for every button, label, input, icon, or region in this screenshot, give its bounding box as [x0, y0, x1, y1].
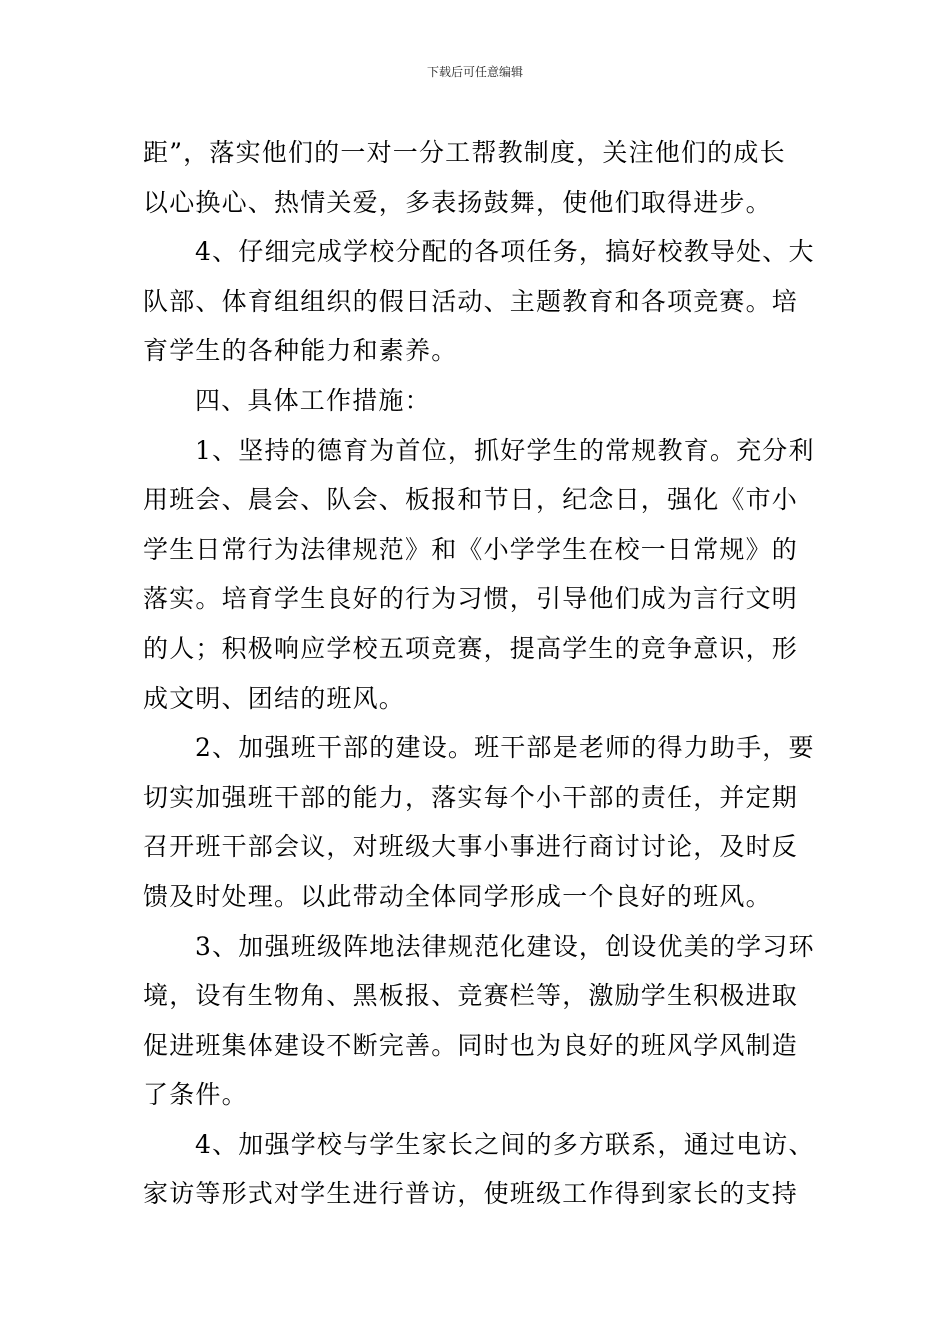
section-heading: 四、具体工作措施：	[195, 385, 431, 415]
text-line: 切实加强班干部的能力，落实每个小干部的责任，并定期	[143, 782, 799, 812]
text-line: 境，设有生物角、黑板报、竞赛栏等，激励学生积极进取	[143, 981, 799, 1011]
text-line: 用班会、晨会、队会、板报和节日，纪念日，强化《市小	[143, 485, 799, 515]
text-line: 以心换心、热情关爱，多表扬鼓舞，使他们取得进步。	[143, 187, 772, 217]
text-line: 3、加强班级阵地法律规范化建设，创设优美的学习环	[195, 931, 815, 961]
text-line: 促进班集体建设不断完善。同时也为良好的班风学风制造	[143, 1030, 799, 1060]
text-line: 队部、体育组组织的假日活动、主题教育和各项竞赛。培	[143, 286, 799, 316]
text-line: 育学生的各种能力和素养。	[143, 336, 458, 366]
text-line: 了条件。	[143, 1080, 248, 1110]
document-body	[143, 128, 813, 1219]
text-line: 1、坚持的德育为首位，抓好学生的常规教育。充分利	[195, 435, 815, 465]
text-line: 的人；积极响应学校五项竞赛，提高学生的竞争意识，形	[143, 633, 799, 663]
text-line: 学生日常行为法律规范》和《小学学生在校一日常规》的	[143, 534, 799, 564]
text-line: 成文明、团结的班风。	[143, 683, 406, 713]
text-line: 4、仔细完成学校分配的各项任务，搞好校教导处、大	[195, 237, 815, 267]
text-line: 家访等形式对学生进行普访，使班级工作得到家长的支持	[143, 1179, 799, 1209]
text-line: 召开班干部会议，对班级大事小事进行商讨讨论，及时反	[143, 832, 799, 862]
text-line: 落实。培育学生良好的行为习惯，引导他们成为言行文明	[143, 584, 799, 614]
page-header-note: 下载后可任意编辑	[426, 65, 523, 79]
text-line: 4、加强学校与学生家长之间的多方联系，通过电访、	[195, 1129, 815, 1159]
text-line: 距”，落实他们的一对一分工帮教制度，关注他们的成长	[143, 138, 786, 167]
text-line: 2、加强班干部的建设。班干部是老师的得力助手，要	[195, 733, 815, 763]
text-line: 馈及时处理。以此带动全体同学形成一个良好的班风。	[143, 881, 772, 911]
